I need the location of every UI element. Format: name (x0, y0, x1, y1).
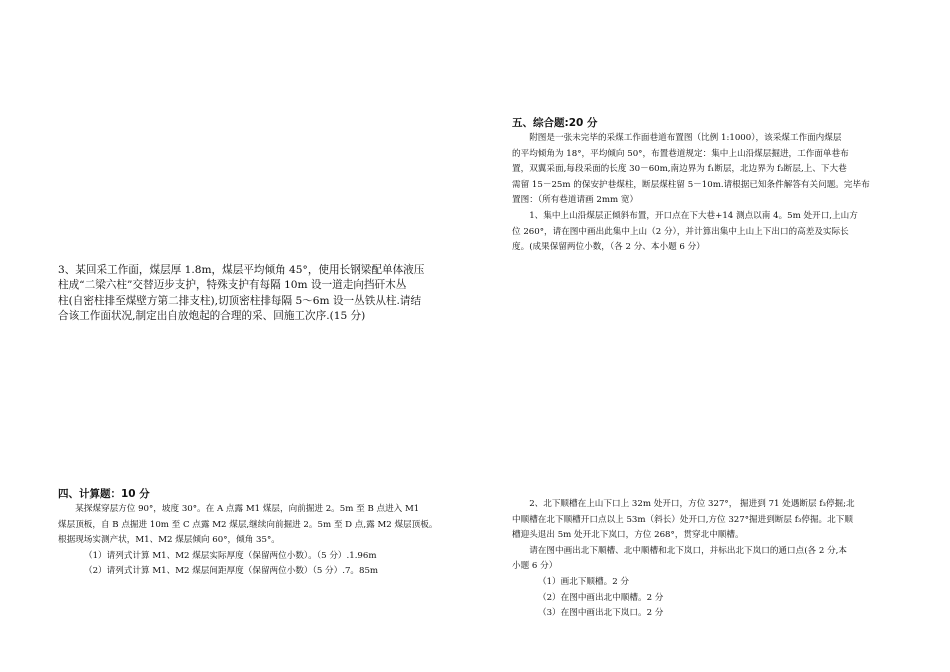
section-4-heading: 四、计算题：10 分 (58, 488, 150, 500)
section-4 (58, 486, 468, 580)
paragraph-line: 置图：（所有巷道请画 2mm 宽） (512, 195, 639, 206)
sub-question-1: （1）请列式计算 M1、M2 煤层实际厚度（保留两位小数）。（5 分）.1.96m (84, 550, 377, 561)
paragraph-line: 位 260°，请在图中画出此集中上山（2 分），并计算出集中上山上下出口的高差及实际长 (512, 226, 849, 237)
section-4-body (58, 502, 468, 580)
paragraph-line: 的平均倾角为 18°，平均倾向 50°，布置巷道规定：集中上山沿煤层掘进，工作面单巷布 (512, 148, 849, 159)
sub-question-2: （2）请列式计算 M1、M2 煤层间距厚度（保留两位小数）（5 分）.7。85m (84, 566, 379, 577)
paragraph-line: 柱(自密柱排至煤壁方第二排支柱),切顶密柱排每隔 5～6m 设一丛铁从柱.请结 (58, 294, 422, 307)
question-3 (58, 263, 458, 325)
paragraph-line: 煤层顶板，自 B 点掘进 10m 至 C 点露 M2 煤层,继续向前掘进 2。5m 至 D 点,露 M2 煤层顶板。 (58, 519, 438, 530)
paragraph-line: 中顺槽在北下顺槽开口点以上 53m（斜长）处开口,方位 327°掘进到断层 f₃停掘。北下顺 (512, 514, 853, 525)
paragraph-line: 某探煤穿层方位 90°，坡度 30°。在 A 点露 M1 煤层，向前掘进 2。5m 至 B 点进入 M1 (75, 504, 420, 514)
paragraph-line: 根据现场实测产状，M1、M2 煤层倾向 60°，倾角 35°。 (58, 535, 280, 546)
paragraph-line: 小题 6 分） (512, 561, 558, 572)
sub-question-2: （2）在图中画出北中顺槽。2 分 (538, 592, 664, 603)
section-5-body (512, 131, 924, 256)
paragraph-line: 槽迎头退出 5m 处开北下岚口，方位 268°，贯穿北中顺槽。 (512, 530, 744, 541)
question-2 (512, 497, 924, 622)
section-5 (512, 115, 924, 256)
paragraph-line: 1、集中上山沿煤层正倾斜布置，开口点在下大巷+14 测点以南 4。5m 处开口,上山方 (529, 210, 858, 221)
paragraph-line: 需留 15－25m 的保安护巷煤柱，断层煤柱留 5－10m.请根据已知条件解答有关问题。完毕布 (512, 179, 870, 190)
sub-question-1: （1）画北下顺槽。2 分 (538, 576, 630, 587)
paragraph-line: 3、某回采工作面，煤层厚 1.8m，煤层平均倾角 45°，使用长钢梁配单体液压 (58, 264, 425, 276)
paragraph-line: 附图是一张未完毕的采煤工作面巷道布置图（比例 1:1000），该采煤工作面内煤层 (529, 133, 842, 143)
paragraph-line: 2、北下顺槽在上山下口上 32m 处开口，方位 327°， 掘进到 71 处遇断层 f₃停掘;北 (529, 499, 855, 509)
paragraph-line: 合该工作面状况,制定出自放炮起的合理的采、回施工次序.(15 分) (58, 310, 366, 323)
section-5-heading: 五、综合题:20 分 (512, 117, 598, 129)
paragraph-line: 柱成“二梁六柱”交替迈步支护，特殊支护有每隔 10m 设一道走向挡矸木丛 (58, 279, 407, 292)
sub-question-3: （3）在图中画出北下岚口。2 分 (538, 608, 664, 619)
paragraph-line: 度。(成果保留两位小数，（各 2 分、本小题 6 分） (512, 242, 705, 253)
paragraph-line: 置，双翼采面,每段采面的长度 30－60m,南边界为 f₁断层，北边界为 f₂断层,上、下大巷 (512, 164, 847, 175)
paragraph-line: 请在图中画出北下顺槽、北中顺槽和北下岚口，并标出北下岚口的通口点(各 2 分,本 (529, 545, 847, 556)
